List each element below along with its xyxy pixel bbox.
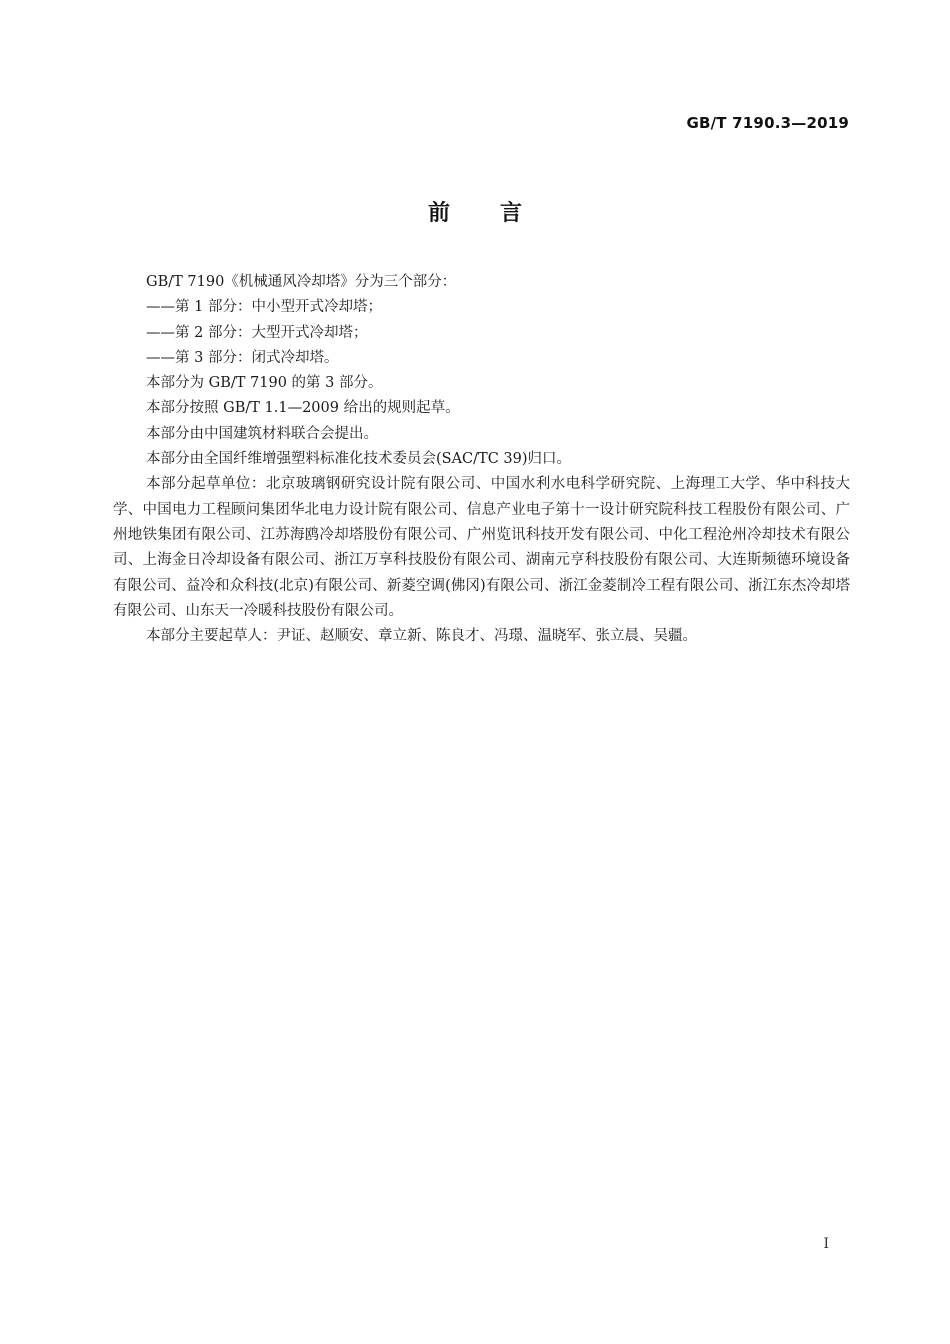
paragraph-part-1: ——第 1 部分：中小型开式冷却塔； [146,299,382,316]
paragraph-part-2: ——第 2 部分：大型开式冷却塔； [146,324,368,341]
paragraph-main-drafters: 本部分主要起草人：尹证、赵顺安、章立新、陈良才、冯璟、温晓军、张立晨、吴疆。 [146,628,697,645]
paragraph-drafting-units: 本部分起草单位：北京玻璃钢研究设计院有限公司、中国水利水电科学研究院、上海理工大学、华中科技大学、中国电力工程顾问集团华北电力设计院有限公司、信息产业电子第十一设计研究院科技工程股份有限公司、广州地铁集团有限公司、江苏海鸥冷却塔股份有限公司、广州览讯科技开发有限公司、中化工程沧州冷却技术有限公司、上海金日冷却设备有限公司、浙江万享科技股份有限公司、湖南元亨科技股份有限公司、大连斯频德环境设备有限公司、益冷和众科技(北京)有限公司、新菱空调(佛冈)有限公司、浙江金菱制冷工程有限公司、浙江东杰冷却塔有限公司、山东天一冷暖科技股份有限公司。 [113,476,850,619]
page-title: 前言 [427,201,572,226]
paragraph-proposed-by: 本部分由中国建筑材料联合会提出。 [146,425,378,442]
foreword-body [113,270,850,649]
paragraph-drafting-rules: 本部分按照 GB/T 1.1—2009 给出的规则起草。 [146,400,460,417]
paragraph-part-3: ——第 3 部分：闭式冷却塔。 [146,349,339,366]
paragraph-this-part: 本部分为 GB/T 7190 的第 3 部分。 [146,375,383,392]
paragraph-parts-intro: GB/T 7190《机械通风冷却塔》分为三个部分： [146,274,457,290]
paragraph-under-jurisdiction: 本部分由全国纤维增强塑料标准化技术委员会(SAC/TC 39)归口。 [146,451,572,468]
standard-number: GB/T 7190.3—2019 [686,114,849,132]
page-number: I [823,1236,829,1252]
